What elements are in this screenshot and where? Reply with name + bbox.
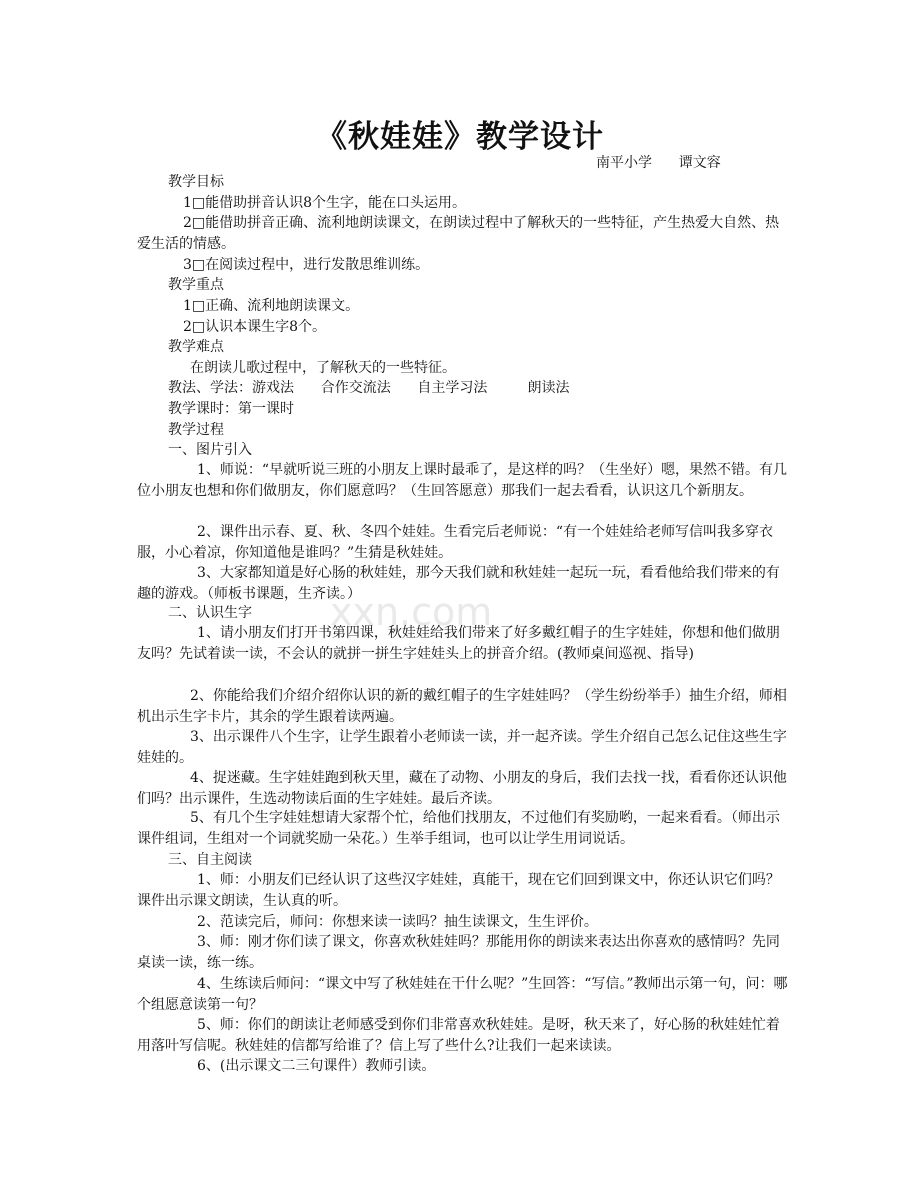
section-paragraph: 3、师：刚才你们读了课文，你喜欢秋娃娃吗？那能用你的朗读来表达出你喜欢的感情吗？先同桌读一读，练一练。 <box>137 934 780 971</box>
section-paragraph: 3、大家都知道是好心肠的秋娃娃，那今天我们就和秋娃娃一起玩一玩，看看他给我们带来的有趣的游戏。（师板书课题，生齐读。） <box>137 565 780 602</box>
objective-item: 3□在阅读过程中，进行发散思维训练。 <box>183 257 430 273</box>
section-heading: 一、图片引入 <box>168 442 252 458</box>
objectives-heading: 教学目标 <box>168 174 224 190</box>
difficulties-heading: 教学难点 <box>168 339 224 355</box>
section-paragraph: 4、生练读后师问：“课文中写了秋娃娃在干什么呢？”生回答：“写信。”教师出示第一句，问：哪个组愿意读第一句？ <box>137 976 788 1013</box>
objective-item: 1□能借助拼音认识8个生字，能在口头运用。 <box>183 195 467 211</box>
section-paragraph: 5、师：你们的朗读让老师感受到你们非常喜欢秋娃娃。是呀，秋天来了，好心肠的秋娃娃忙着用落叶写信呢。秋娃娃的信都写给谁了？信上写了些什么?让我们一起来读读。 <box>137 1017 780 1054</box>
section-paragraph: 1、师说：“早就听说三班的小朋友上课时最乖了，是这样的吗？（生坐好）嗯，果然不错。有几位小朋友也想和你们做朋友，你们愿意吗？（生回答愿意）那我们一起去看看，认识这几个新朋友。 <box>137 462 788 499</box>
difficulties-text: 在朗读儿歌过程中，了解秋天的一些特征。 <box>190 360 456 376</box>
key-point-item: 2□认识本课生字8个。 <box>183 319 327 335</box>
key-points-heading: 教学重点 <box>168 277 224 293</box>
author-line: 南平小学 谭文容 <box>596 155 721 171</box>
section-heading: 三、自主阅读 <box>168 852 252 868</box>
watermark: xxn.com <box>330 590 493 634</box>
section-paragraph: 2、你能给我们介绍介绍你认识的新的戴红帽子的生字娃娃吗？（学生纷纷举手）抽生介绍，师相机出示生字卡片，其余的学生跟着读两遍。 <box>137 688 787 725</box>
section-paragraph: 6、(出示课文二三句课件）教师引读。 <box>197 1058 436 1074</box>
process-heading: 教学过程 <box>168 422 224 438</box>
section-paragraph: 1、师：小朋友们已经认识了这些汉字娃娃，真能干，现在它们回到课文中，你还认识它们吗？课件出示课文朗读，生认真的听。 <box>137 872 780 909</box>
section-paragraph: 4、捉迷藏。生字娃娃跑到秋天里，藏在了动物、小朋友的身后，我们去找一找，看看你还认识他们吗？出示课件，生选动物读后面的生字娃娃。最后齐读。 <box>137 770 787 807</box>
section-paragraph: 1、请小朋友们打开书第四课，秋娃娃给我们带来了好多戴红帽子的生字娃娃，你想和他们做朋友吗？先试着读一读，不会认的就拼一拼生字娃娃头上的拼音介绍。(教师桌间巡视、指导) <box>137 625 780 662</box>
section-paragraph: 2、范读完后，师问：你想来读一读吗？抽生读课文，生生评价。 <box>197 914 598 930</box>
section-paragraph: 2、课件出示春、夏、秋、冬四个娃娃。生看完后老师说：“有一个娃娃给老师写信叫我多穿衣服，小心着凉，你知道他是谁吗？”生猜是秋娃娃。 <box>137 524 774 561</box>
methods-line: 教法、学法：游戏法 合作交流法 自主学习法 朗读法 <box>168 380 570 396</box>
section-heading: 二、认识生字 <box>168 605 252 621</box>
section-paragraph: 5、有几个生字娃娃想请大家帮个忙，给他们找朋友，不过他们有奖励哟，一起来看看。（师出示课件组词，生组对一个词就奖励一朵花。）生举手组词，也可以让学生用词说话。 <box>137 810 780 847</box>
document-title: 《秋娃娃》教学设计 <box>316 119 604 155</box>
hours-line: 教学课时：第一课时 <box>168 401 294 417</box>
key-point-item: 1□正确、流利地朗读课文。 <box>183 298 360 314</box>
section-paragraph: 3、出示课件八个生字，让学生跟着小老师读一读，并一起齐读。学生介绍自己怎么记住这些生字娃娃的。 <box>137 729 787 766</box>
objective-item: 2□能借助拼音正确、流利地朗读课文，在朗读过程中了解秋天的一些特征，产生热爱大自然、热爱生活的情感。 <box>137 215 780 252</box>
